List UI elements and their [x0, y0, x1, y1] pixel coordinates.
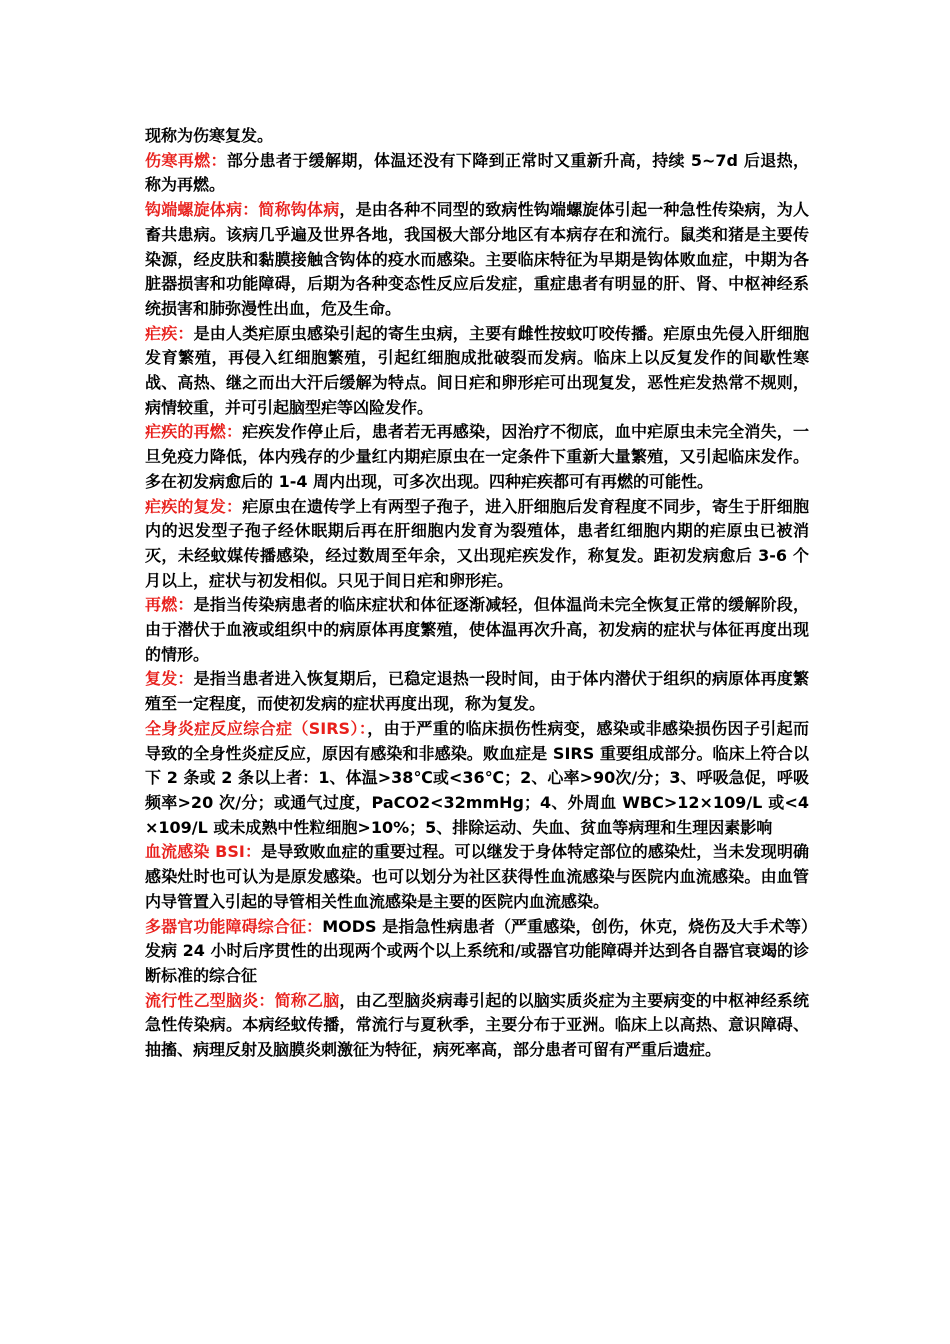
term-definition: 部分患者于缓解期，体温还没有下降到正常时又重新升高，持续 5~7d 后退热，称为再燃。 — [145, 150, 809, 195]
term-definition: ，是由各种不同型的致病性钩端螺旋体引起一种急性传染病，为人畜共患病。该病几乎遍及世界各地，我国极大部分地区有本病存在和流行。鼠类和猪是主要传染源，经皮肤和黏膜接触含钩体的疫水而感染。主要临床特征为早期是钩体败血症，中期为各脏器损害和功能障碍，后期为各种变态性反应后发症，重症患者有明显的肝、肾、中枢神经系统损害和肺弥漫性出血，危及生命。 — [145, 200, 809, 318]
term-heading: 血流感染 BSI： — [145, 842, 262, 862]
term-definition: 疟原虫在遗传学上有两型子孢子，进入肝细胞后发育程度不同步，寄生于肝细胞内的迟发型子孢子经休眠期后再在肝细胞内发育为裂殖体，患者红细胞内期的疟原虫已被消灭，未经蚊媒传播感染，经过数周至年余，又出现疟疾发作，称复发。距初发病愈后 3-6 个月以上，症状与初发相似。只见于间日疟和卵形疟。 — [145, 496, 809, 590]
entry-mods — [145, 915, 809, 989]
term-heading: 再燃： — [145, 595, 194, 615]
term-heading: 全身炎症反应综合症（SIRS）： — [145, 718, 368, 738]
term-heading: 伤寒再燃： — [145, 150, 227, 170]
document-page — [145, 124, 809, 1063]
entry-relapse — [145, 667, 809, 716]
entry-bsi — [145, 840, 809, 914]
term-definition: 是指当传染病患者的临床症状和体征逐渐减轻，但体温尚未完全恢复正常的缓解阶段，由于潜伏于血液或组织中的病原体再度繁殖，使体温再次升高，初发病的症状与体征再度出现的情形。 — [145, 595, 809, 664]
entry-malaria-relapse — [145, 495, 809, 594]
entry-typhoid-recrudescence — [145, 149, 809, 198]
term-heading: 流行性乙型脑炎：简称乙脑 — [145, 990, 340, 1010]
term-definition: 疟疾发作停止后，患者若无再感染，因治疗不彻底，血中疟原虫未完全消失，一旦免疫力降低，体内残存的少量红内期疟原虫在一定条件下重新大量繁殖，又引起临床发作。多在初发病愈后的 1-4 周内出现，可多次出现。四种疟疾都可有再燃的可能性。 — [145, 422, 809, 491]
entry-sirs — [145, 717, 809, 841]
term-definition: 是由人类疟原虫感染引起的寄生虫病，主要有雌性按蚊叮咬传播。疟原虫先侵入肝细胞发育繁殖，再侵入红细胞繁殖，引起红细胞成批破裂而发病。临床上以反复发作的间歇性寒战、高热、继之而出大汗后缓解为特点。间日疟和卵形疟可出现复发，恶性疟发热常不规则，病情较重，并可引起脑型疟等凶险发作。 — [145, 323, 809, 417]
term-heading: 钩端螺旋体病：简称钩体病 — [145, 200, 340, 220]
term-heading: 疟疾的再燃： — [145, 422, 243, 442]
term-definition: MODS 是指急性病患者（严重感染，创伤，休克，烧伤及大手术等）发病 24 小时后序贯性的出现两个或两个以上系统和/或器官功能障碍并达到各自器官衰竭的诊断标准的综合征 — [145, 916, 809, 985]
entry-leptospirosis — [145, 198, 809, 322]
term-definition: ，由于严重的临床损伤性病变，感染或非感染损伤因子引起而导致的全身性炎症反应，原因有感染和非感染。败血症是 SIRS 重要组成部分。临床上符合以下 2 条或 2 条以上者：1、体温>38℃或<36℃；2、心率>90次/分；3、呼吸急促，呼吸频率>20 次/分；或通气过度，PaCO2<32mmHg；4、外周血 WBC>12×109/L 或<4×109/L 或未成熟中性粒细胞>10%；5、排除运动、失血、贫血等病理和生理因素影响 — [145, 718, 809, 837]
term-definition: 是导致败血症的重要过程。可以继发于身体特定部位的感染灶，当未发现明确感染灶时也可认为是原发感染。也可以划分为社区获得性血流感染与医院内血流感染。由血管内导管置入引起的导管相关性血流感染是主要的医院内血流感染。 — [145, 842, 809, 911]
term-heading: 复发： — [145, 669, 194, 689]
term-definition: ，由乙型脑炎病毒引起的以脑实质炎症为主要病变的中枢神经系统急性传染病。本病经蚊传播，常流行与夏秋季，主要分布于亚洲。临床上以高热、意识障碍、抽搐、病理反射及脑膜炎刺激征为特征，病死率高，部分患者可留有严重后遗症。 — [145, 990, 809, 1060]
term-heading: 多器官功能障碍综合征： — [145, 916, 323, 936]
term-heading: 疟疾的复发： — [145, 496, 243, 516]
entry-japanese-encephalitis — [145, 989, 809, 1063]
term-definition: 是指当患者进入恢复期后，已稳定退热一段时间，由于体内潜伏于组织的病原体再度繁殖至一定程度，而使初发病的症状再度出现，称为复发。 — [145, 669, 809, 714]
entry-recrudescence — [145, 593, 809, 667]
term-heading: 疟疾： — [145, 323, 194, 343]
intro-paragraph — [145, 124, 809, 149]
entry-malaria — [145, 322, 809, 421]
entry-malaria-recrudescence — [145, 420, 809, 494]
intro-text: 现称为伤寒复发。 — [145, 126, 274, 145]
